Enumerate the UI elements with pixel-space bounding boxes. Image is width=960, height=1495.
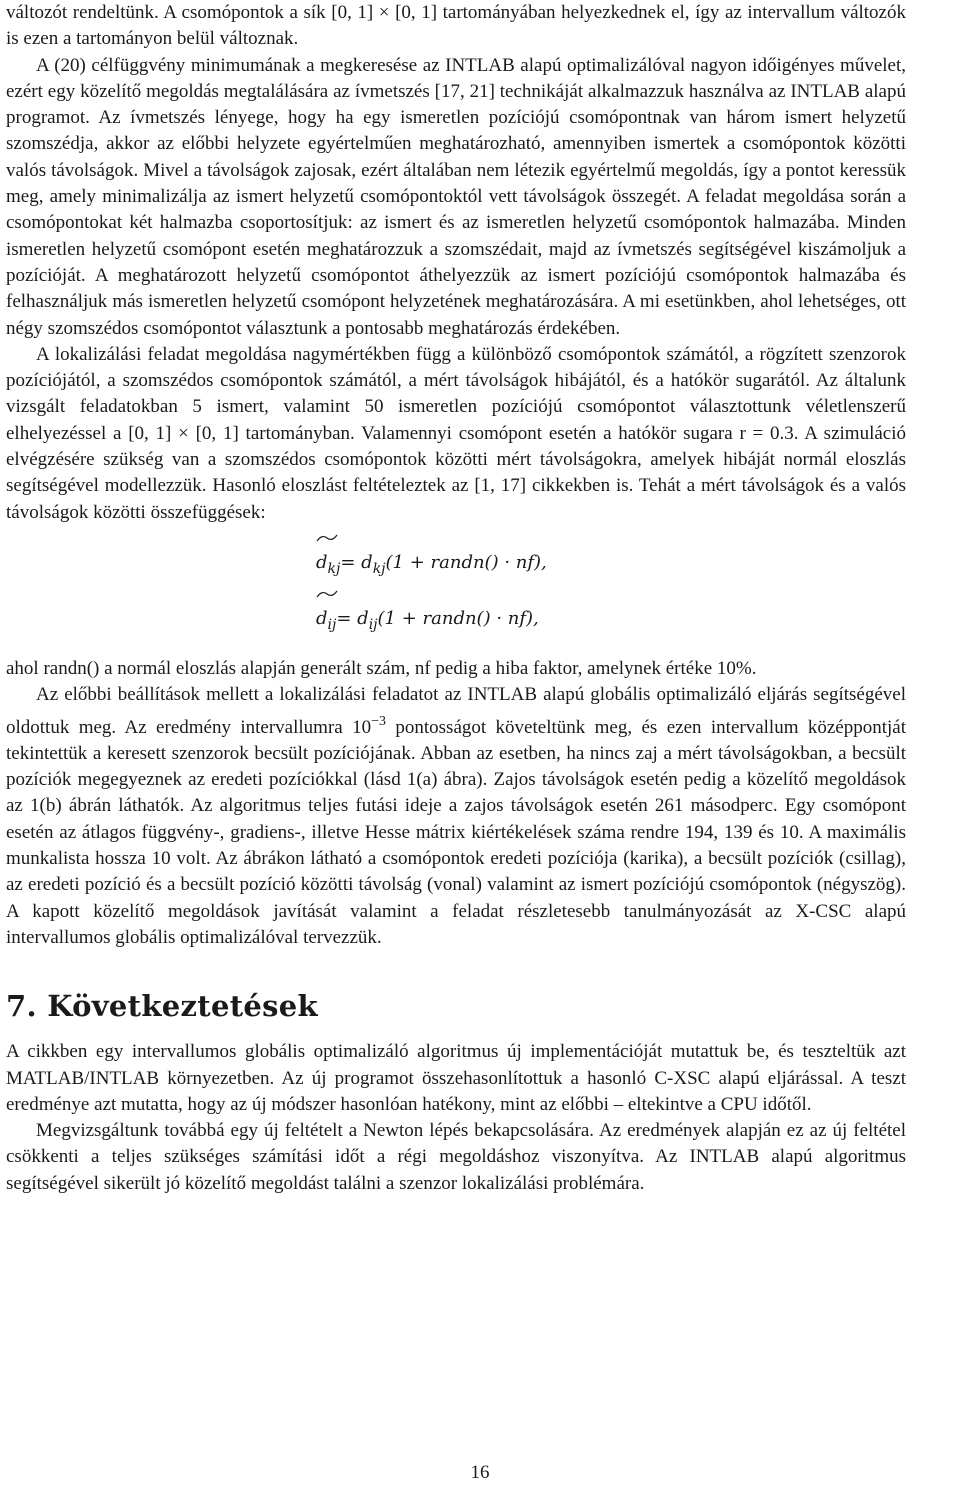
paragraph-equation-note: ahol randn() a normál eloszlás alapján generált szám, nf pedig a hiba faktor, amelynek értéke 10%. [6, 657, 757, 679]
equation-1 [316, 538, 906, 594]
paragraph-intro: változót rendeltünk. A csomópontok a sík [0, 1] × [0, 1] tartományában helyezkednek el, így az intervallum változók is ezen a tartományon belül változnak. [6, 2, 906, 50]
equation-2 [316, 594, 906, 650]
eq1-lhs: $d_{kj}$ [316, 549, 340, 583]
paragraph-results: Az előbbi beállítások mellett a lokalizálási feladatot az INTLAB alapú globális optimalizáló eljárás segítségével oldottuk meg. Az eredmény intervallumra $10^{-3}$ pontosságot követeltünk meg, és ezen intervallum középpontját tekintettük a keresett szenzorok becsült pozíciójának. Abban az esetben, ha nincs zaj a mért távolságokban, a becsült pozíciók megegyeznek az eredeti pozíciókkal (lásd 1(a) ábra). Zajos távolságok esetén pedig a közelítő megoldások az 1(b) ábrán láthatók. Az algoritmus teljes futási ideje a zajos távolságok esetén 261 másodperc. Egy csomópont esetén az átlagos függvény-, gradiens-, illetve Hesse mátrix kiértékelések száma rendre 194, 139 és 10. A maximális munkalista hossza 10 volt. Az ábrákon látható a csomópontok eredeti pozíciója (karika), a becsült pozíciók (csillag), az eredeti pozíció és a becsült pozíció közötti távolság (vonal) valamint az ismert pozíciójú csomópontok (négyszög). A kapott közelítő megoldások javítását valamint a feladat részletesebb tanulmányozását az X-CSC alapú intervallumos globális optimalizálóval tervezzük. [6, 684, 906, 948]
paragraph-conclusion-1: A cikkben egy intervallumos globális optimalizáló algoritmus új implementációját mutattuk be, és teszteltük azt MATLAB/INTLAB környezetben. Az új programot összehasonlítottuk a hasonló C-XSC alapú eljárással. A teszt eredménye azt mutatta, hogy az új módszer hasonlóan hatékony, mint az előbbi – eltekintve a CPU időtől. [6, 1041, 906, 1115]
eq2-lhs: $d_{ij}$ [316, 605, 336, 639]
paragraph-arc-intersection: A (20) célfüggvény minimumának a megkeresése az INTLAB alapú optimalizálóval nagyon időigényes művelet, ezért egy közelítő megoldás megtalálására az ívmetszés [17, 21] technikáját alkalmazzuk használva az INTLAB alapú programot. Az ívmetszés lényege, hogy ha egy ismeretlen pozíciójú csomópontnak van három ismert helyzetű szomszédja, akkor az előbbi helyzete egyértelműen meghatározható, amennyiben ismertek a csomópontok közötti valós távolságok. Mivel a távolságok zajosak, ezért általában nem létezik egyértelmű megoldás, így a pontot keressük meg, amely minimalizálja az ismert helyzetű csomópontoktól vett távolságok összegét. A feladat megoldása során a csomópontokat két halmazba csoportosítjuk: az ismert és az ismeretlen helyzetű csomópontok halmazába. Minden ismeretlen helyzetű csomópont esetén meghatározzuk a szomszédait, majd az ívmetszés segítségével kiszámoljuk a pozícióját. A meghatározott helyzetű csomópontot áthelyezzük az ismert pozíciójú csomópontok halmazába és felhasználjuk más ismeretlen helyzetű csomópont helyzetének meghatározására. A mi esetünkben, ahol lehetséges, ott négy szomszédos csomópontot választunk a pontosabb meghatározás érdekében. [6, 54, 906, 339]
paragraph-localization-setup: A lokalizálási feladat megoldása nagymértékben függ a különböző csomópontok számától, a rögzített szenzorok pozíciójától, a szomszédos csomópontok számától, a mért távolságok hibájától, és a hatókör sugarától. Az általunk vizsgált feladatokban 5 ismert, valamint 50 ismeretlen pozíciójú csomópontot választottunk véletlenszerű elhelyezéssel a [0, 1] × [0, 1] tartományban. Valamennyi csomópont esetén a hatókör sugara r = 0.3. A szimuláció elvégzésére szükség van a szomszédos csomópontok közötti mért távolságokra, amelyek hibáját normál eloszlás segítségével modellezzük. Hasonló eloszlást feltételeztek az [1, 17] cikkekben is. Tehát a mért távolságok és a valós távolságok közötti összefüggések: [6, 343, 906, 523]
paper-page [6, 0, 906, 1197]
eq1-rhs: = $d_{kj}(1$ + randn() · nf), [340, 551, 547, 577]
tilde-icon [316, 589, 338, 599]
section-heading: 7. Következtetések [6, 989, 318, 1024]
equation-block [6, 538, 906, 650]
page-number: 16 [470, 1462, 490, 1483]
tilde-icon [316, 533, 338, 543]
eq2-rhs: = $d_{ij}(1$ + randn() · nf), [336, 607, 539, 633]
paragraph-conclusion-2: Megvizsgáltunk továbbá egy új feltételt a Newton lépés bekapcsolására. Az eredmények alapján ez az új feltétel csökkenti a teljes szükséges számítási időt a régi megoldáshoz viszonyítva. Az INTLAB alapú algoritmus segítségével sikerült jó közelítő megoldást találni a szenzor lokalizálási problémára. [6, 1120, 906, 1194]
